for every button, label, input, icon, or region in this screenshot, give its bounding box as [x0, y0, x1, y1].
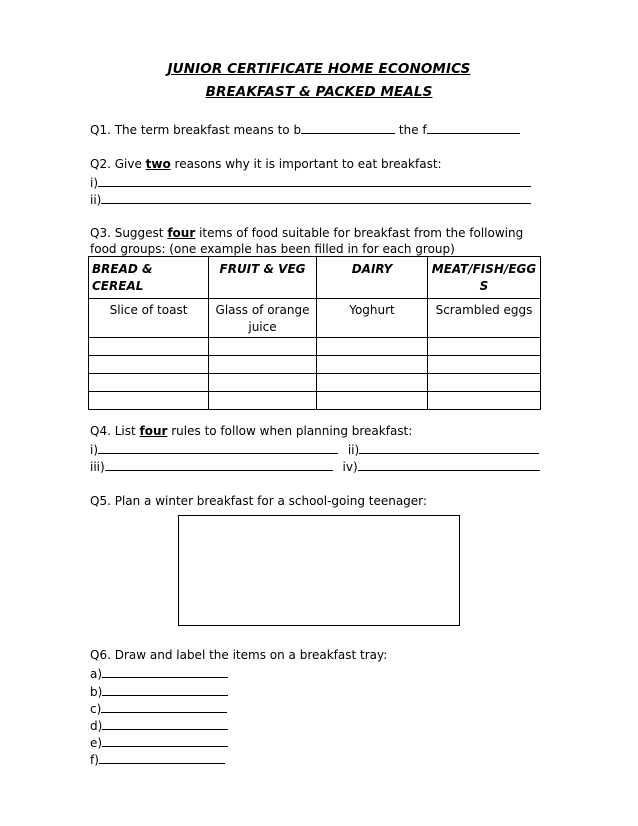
q1-blank-b[interactable]	[301, 121, 395, 134]
q3-text-b: items of food suitable for breakfast from the following	[195, 226, 524, 240]
q4-line-iii-label: iii)	[90, 460, 105, 474]
q1-blank-f[interactable]	[427, 121, 520, 134]
q6-item-blank[interactable]	[102, 683, 228, 696]
table-row	[89, 374, 541, 392]
breakfast-plan-box[interactable]	[178, 515, 460, 626]
example-bread-cereal: Slice of toast	[89, 299, 209, 338]
question-4	[90, 424, 412, 438]
table-cell[interactable]	[89, 338, 209, 356]
header-bread-cereal: BREAD & CEREAL	[89, 257, 209, 299]
table-cell[interactable]	[89, 392, 209, 410]
q4-text-a: Q4. List	[90, 424, 140, 438]
question-6: Q6. Draw and label the items on a breakfast tray:	[90, 648, 388, 662]
header-fruit-veg: FRUIT & VEG	[209, 257, 317, 299]
q4-line-iv-label: iv)	[342, 460, 358, 474]
q6-item-blank[interactable]	[102, 665, 228, 678]
q4-answer-blank-i[interactable]	[98, 441, 338, 454]
question-2	[90, 157, 442, 171]
table-cell[interactable]	[209, 356, 317, 374]
q4-text-b: rules to follow when planning breakfast:	[167, 424, 413, 438]
q6-item-line	[90, 717, 228, 733]
q6-item-line	[90, 700, 227, 716]
header-meat-fish-eggs: MEAT/FISH/EGGS	[428, 257, 541, 299]
question-5: Q5. Plan a winter breakfast for a school-going teenager:	[90, 494, 427, 508]
q6-item-blank[interactable]	[101, 700, 227, 713]
table-cell[interactable]	[209, 338, 317, 356]
q2-line-ii-label: ii)	[90, 193, 102, 207]
q4-line-i-label: i)	[90, 443, 99, 457]
q6-item-label: f)	[90, 753, 99, 767]
table-header-row	[89, 257, 541, 299]
q2-emphasis: two	[145, 157, 171, 171]
q4-answer-row-2	[90, 458, 540, 474]
q6-item-line	[90, 683, 228, 699]
q1-text-a: Q1. The term breakfast means to b	[90, 123, 302, 137]
worksheet-subtitle: BREAKFAST & PACKED MEALS	[205, 84, 433, 100]
table-cell[interactable]	[317, 374, 428, 392]
example-dairy: Yoghurt	[317, 299, 428, 338]
q4-answer-blank-ii[interactable]	[359, 441, 539, 454]
table-cell[interactable]	[209, 392, 317, 410]
q2-text-b: reasons why it is important to eat breakfast:	[170, 157, 442, 171]
table-cell[interactable]	[317, 392, 428, 410]
q4-answer-row-1	[90, 441, 539, 457]
q2-answer-line-ii	[90, 191, 531, 207]
table-cell[interactable]	[428, 356, 541, 374]
q3-text-a: Q3. Suggest	[90, 226, 168, 240]
q6-item-label: b)	[90, 685, 103, 699]
q4-line-ii-label: ii)	[347, 443, 360, 457]
table-cell[interactable]	[428, 374, 541, 392]
q4-answer-blank-iv[interactable]	[358, 458, 540, 471]
example-meat-fish-eggs: Scrambled eggs	[428, 299, 541, 338]
q6-item-line	[90, 734, 228, 750]
table-cell[interactable]	[428, 338, 541, 356]
q6-item-line	[90, 751, 225, 767]
food-groups-table	[88, 256, 541, 410]
q6-item-label: c)	[90, 702, 102, 716]
q1-text-b: the f	[395, 123, 427, 137]
q6-item-line	[90, 665, 228, 681]
table-cell[interactable]	[209, 374, 317, 392]
q2-text-a: Q2. Give	[90, 157, 146, 171]
q2-answer-blank-ii[interactable]	[101, 191, 531, 204]
table-cell[interactable]	[428, 392, 541, 410]
q2-answer-line-i	[90, 174, 531, 190]
q4-answer-blank-iii[interactable]	[105, 458, 333, 471]
question-1	[90, 121, 520, 137]
q6-item-label: a)	[90, 667, 103, 681]
worksheet-title: JUNIOR CERTIFICATE HOME ECONOMICS	[167, 61, 471, 77]
q3-instruction: food groups: (one example has been filled in for each group)	[90, 242, 455, 256]
q3-emphasis: four	[167, 226, 196, 240]
q2-answer-blank-i[interactable]	[98, 174, 531, 187]
table-cell[interactable]	[317, 338, 428, 356]
q6-item-blank[interactable]	[99, 751, 225, 764]
q4-emphasis: four	[139, 424, 168, 438]
table-row	[89, 356, 541, 374]
table-cell[interactable]	[89, 356, 209, 374]
q2-line-i-label: i)	[90, 176, 99, 190]
q6-item-label: e)	[90, 736, 103, 750]
table-row-example	[89, 299, 541, 338]
header-dairy: DAIRY	[317, 257, 428, 299]
table-cell[interactable]	[317, 356, 428, 374]
q6-item-blank[interactable]	[102, 717, 228, 730]
example-fruit-veg: Glass of orange juice	[209, 299, 317, 338]
question-3	[90, 226, 523, 240]
table-row	[89, 392, 541, 410]
table-cell[interactable]	[89, 374, 209, 392]
table-row	[89, 338, 541, 356]
q6-item-blank[interactable]	[102, 734, 228, 747]
q6-item-label: d)	[90, 719, 103, 733]
